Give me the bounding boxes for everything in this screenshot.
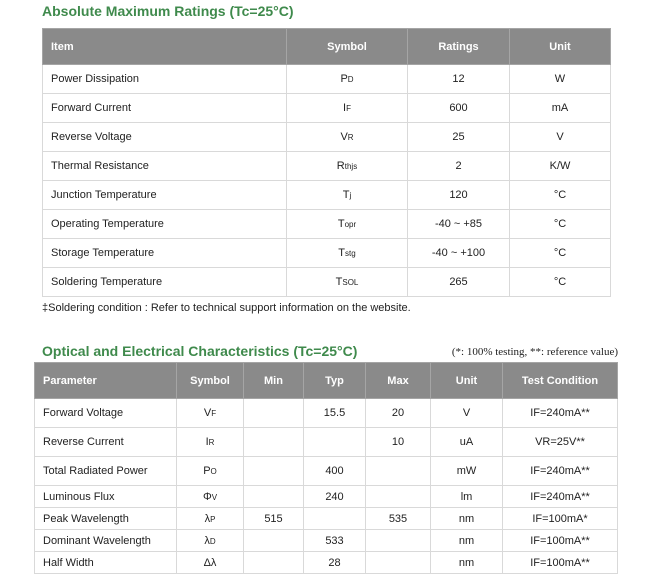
rating-cell: 265 [408, 268, 510, 297]
symbol-cell [287, 94, 408, 123]
symbol-cell-subscript: F [211, 409, 217, 418]
absolute-ratings-table [42, 28, 611, 297]
table-row [35, 508, 618, 530]
table-row [43, 268, 611, 297]
max-cell [366, 486, 431, 508]
symbol-cell-subscript: F [346, 104, 351, 113]
symbol-cell: Δλ [177, 552, 244, 574]
symbol-cell-main: V [203, 407, 212, 419]
symbol-cell-main: V [340, 131, 348, 143]
min-cell [244, 428, 304, 457]
typ-cell [304, 428, 366, 457]
typ-cell: 400 [304, 457, 366, 486]
parameter-cell: Peak Wavelength [35, 508, 177, 530]
item-cell: Thermal Resistance [43, 152, 287, 181]
table-row [43, 152, 611, 181]
symbol-cell [177, 428, 244, 457]
symbol-cell-main: T [337, 218, 345, 230]
table-row [43, 239, 611, 268]
table-row [35, 486, 618, 508]
unit-cell: °C [510, 268, 611, 297]
min-cell [244, 399, 304, 428]
rating-cell: 25 [408, 123, 510, 152]
rating-cell: 12 [408, 65, 510, 94]
typ-cell: 28 [304, 552, 366, 574]
parameter-cell: Forward Voltage [35, 399, 177, 428]
col-unit: Unit [510, 29, 611, 65]
rating-cell: 600 [408, 94, 510, 123]
col-item: Item [43, 29, 287, 65]
col-typ: Typ [304, 363, 366, 399]
symbol-cell-subscript: P [210, 514, 216, 524]
item-cell: Forward Current [43, 94, 287, 123]
symbol-cell-subscript: opr [344, 220, 357, 229]
symbol-cell [177, 399, 244, 428]
testing-legend: (*: 100% testing, **: reference value) [451, 346, 618, 358]
symbol-cell-subscript: O [210, 467, 217, 476]
min-cell [244, 552, 304, 574]
table-row [43, 181, 611, 210]
table-row [43, 210, 611, 239]
max-cell: 10 [366, 428, 431, 457]
item-cell: Soldering Temperature [43, 268, 287, 297]
table-row [43, 94, 611, 123]
condition-cell: IF=240mA** [503, 486, 618, 508]
col-unit: Unit [431, 363, 503, 399]
min-cell: 515 [244, 508, 304, 530]
table-row [43, 123, 611, 152]
symbol-cell [287, 268, 408, 297]
col-symbol: Symbol [177, 363, 244, 399]
condition-cell: IF=100mA** [503, 530, 618, 552]
symbol-cell-main: P [203, 465, 211, 477]
unit-cell: °C [510, 239, 611, 268]
col-ratings: Ratings [408, 29, 510, 65]
item-cell: Reverse Voltage [43, 123, 287, 152]
item-cell: Storage Temperature [43, 239, 287, 268]
condition-cell: IF=240mA** [503, 457, 618, 486]
unit-cell: nm [431, 508, 503, 530]
unit-cell: nm [431, 530, 503, 552]
col-parameter: Parameter [35, 363, 177, 399]
unit-cell: uA [431, 428, 503, 457]
max-cell [366, 552, 431, 574]
table-header-row [43, 29, 611, 65]
table-row [43, 65, 611, 94]
typ-cell: 533 [304, 530, 366, 552]
item-cell: Operating Temperature [43, 210, 287, 239]
symbol-cell-subscript: thjs [344, 162, 358, 171]
parameter-cell: Half Width [35, 552, 177, 574]
col-test-condition: Test Condition [503, 363, 618, 399]
unit-cell: W [510, 65, 611, 94]
symbol-cell-main: R [336, 160, 345, 172]
symbol-cell [177, 486, 244, 508]
unit-cell: V [510, 123, 611, 152]
optical-table [34, 362, 618, 574]
item-cell: Junction Temperature [43, 181, 287, 210]
symbol-cell-subscript: V [211, 492, 218, 502]
max-cell [366, 457, 431, 486]
symbol-cell-main: T [338, 247, 346, 259]
parameter-cell: Luminous Flux [35, 486, 177, 508]
condition-cell: IF=240mA** [503, 399, 618, 428]
symbol-cell-subscript: D [347, 75, 354, 84]
col-symbol: Symbol [287, 29, 408, 65]
symbol-cell-main: λ [204, 512, 211, 525]
unit-cell: mW [431, 457, 503, 486]
symbol-cell-subscript: j [349, 191, 352, 200]
symbol-cell-main: I [205, 436, 209, 448]
min-cell [244, 486, 304, 508]
absolute-ratings-title: Absolute Maximum Ratings (Tc=25°C) [42, 3, 294, 19]
rating-cell: -40 ~ +100 [408, 239, 510, 268]
max-cell: 20 [366, 399, 431, 428]
table-row [35, 399, 618, 428]
table-row [35, 530, 618, 552]
symbol-cell [287, 181, 408, 210]
unit-cell: mA [510, 94, 611, 123]
unit-cell: V [431, 399, 503, 428]
unit-cell: nm [431, 552, 503, 574]
symbol-cell [287, 123, 408, 152]
symbol-cell [177, 508, 244, 530]
max-cell: 535 [366, 508, 431, 530]
condition-cell: VR=25V** [503, 428, 618, 457]
rating-cell: 120 [408, 181, 510, 210]
min-cell [244, 457, 304, 486]
item-cell: Power Dissipation [43, 65, 287, 94]
parameter-cell: Reverse Current [35, 428, 177, 457]
condition-cell: IF=100mA** [503, 552, 618, 574]
rating-cell: -40 ~ +85 [408, 210, 510, 239]
symbol-cell-main: Φ [202, 490, 212, 503]
min-cell [244, 530, 304, 552]
symbol-cell-subscript: D [209, 536, 216, 546]
col-min: Min [244, 363, 304, 399]
symbol-cell-main: I [343, 102, 347, 114]
rating-cell: 2 [408, 152, 510, 181]
typ-cell: 15.5 [304, 399, 366, 428]
symbol-cell-main: λ [204, 534, 210, 547]
table-header-row [35, 363, 618, 399]
symbol-cell [287, 210, 408, 239]
symbol-cell-main: T [342, 189, 350, 201]
unit-cell: °C [510, 210, 611, 239]
parameter-cell: Total Radiated Power [35, 457, 177, 486]
condition-cell: IF=100mA* [503, 508, 618, 530]
symbol-cell-subscript: R [347, 133, 354, 142]
table-row [35, 457, 618, 486]
optical-title: Optical and Electrical Characteristics (Tc=25°C) [42, 343, 358, 359]
parameter-cell: Dominant Wavelength [35, 530, 177, 552]
table-row [35, 428, 618, 457]
max-cell [366, 530, 431, 552]
symbol-cell [287, 65, 408, 94]
unit-cell: K/W [510, 152, 611, 181]
col-max: Max [366, 363, 431, 399]
symbol-cell [287, 239, 408, 268]
symbol-cell-subscript: R [208, 438, 215, 447]
symbol-cell-main: T [335, 276, 343, 288]
symbol-cell [287, 152, 408, 181]
typ-cell: 240 [304, 486, 366, 508]
symbol-cell-subscript: SOL [342, 278, 359, 287]
symbol-cell-main: P [340, 73, 348, 85]
soldering-note: ‡Soldering condition : Refer to technical support information on the website. [42, 302, 411, 314]
table-row [35, 552, 618, 574]
unit-cell: °C [510, 181, 611, 210]
typ-cell [304, 508, 366, 530]
unit-cell: lm [431, 486, 503, 508]
symbol-cell [177, 530, 244, 552]
symbol-cell [177, 457, 244, 486]
symbol-cell-subscript: stg [345, 249, 356, 258]
